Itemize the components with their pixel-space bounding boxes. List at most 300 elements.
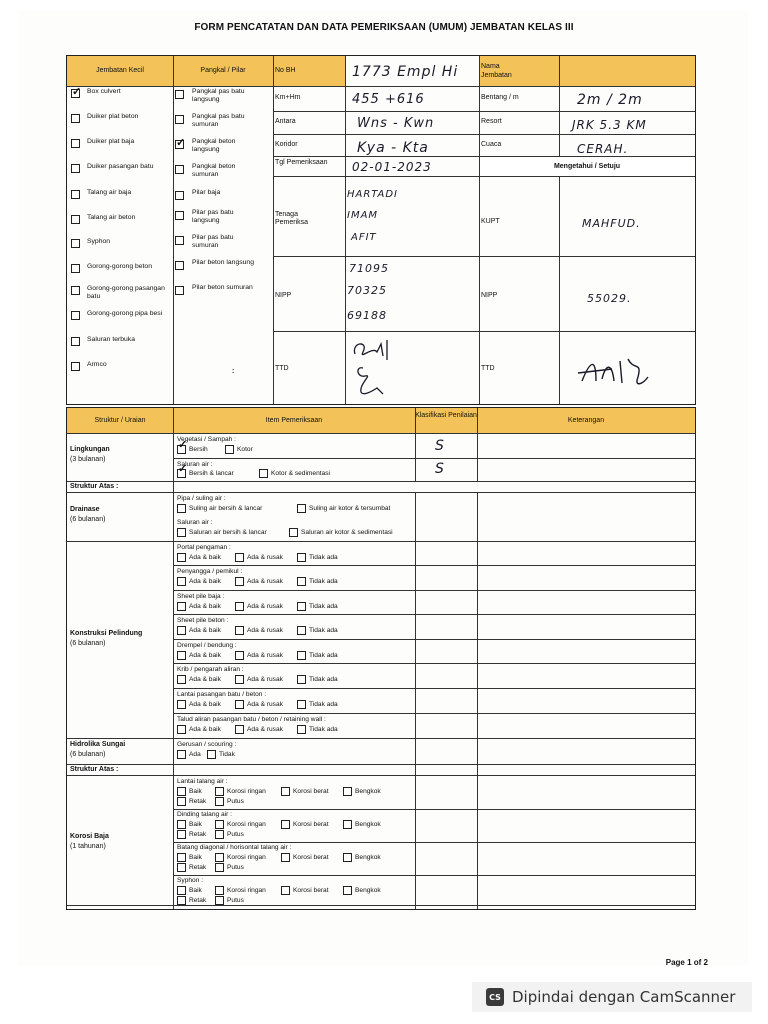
option bbox=[215, 896, 244, 905]
th-klasifikasi bbox=[415, 408, 477, 433]
section-hidrolika-sub: (6 bulanan) bbox=[70, 751, 106, 758]
option bbox=[281, 787, 329, 796]
checkbox-icon[interactable] bbox=[297, 675, 306, 684]
checkbox-icon[interactable] bbox=[177, 820, 186, 829]
option bbox=[343, 853, 381, 862]
section-hidrolika: Hidrolika Sungai bbox=[70, 741, 126, 748]
header-no-bh bbox=[273, 56, 345, 86]
jembatan-kecil-item bbox=[71, 88, 169, 98]
saluran-score: S bbox=[435, 461, 445, 477]
pangkal-pilar-item bbox=[175, 284, 271, 295]
section-konstruksi-sub: (6 bulanan) bbox=[70, 640, 106, 647]
checkbox-icon[interactable] bbox=[177, 528, 186, 537]
option-label: Korosi ringan bbox=[227, 887, 266, 894]
tgl-value: 02-01-2023 bbox=[352, 160, 432, 174]
option bbox=[343, 886, 381, 895]
option bbox=[177, 886, 202, 895]
checkbox-icon[interactable] bbox=[235, 602, 244, 611]
jembatan-kecil-item bbox=[71, 189, 169, 199]
option-label: Korosi ringan bbox=[227, 788, 266, 795]
section-lingkungan-sub: (3 bulanan) bbox=[70, 456, 106, 463]
checkbox-icon[interactable] bbox=[235, 700, 244, 709]
km-hm-value: 455 +616 bbox=[352, 92, 425, 107]
tgl-label: Tgl Pemeriksaan bbox=[275, 159, 328, 166]
item-title: Krib / pengarah aliran : bbox=[177, 666, 244, 673]
jembatan-kecil-label: Gorong-gorong pipa besi bbox=[87, 310, 163, 317]
option-label: Putus bbox=[227, 831, 244, 838]
page-number: Page 1 of 2 bbox=[665, 958, 708, 967]
section-struktur-atas-1: Struktur Atas : bbox=[70, 483, 119, 490]
option bbox=[177, 528, 267, 537]
option-label: Ada & rusak bbox=[247, 578, 283, 585]
jembatan-kecil-label: Gorong-gorong pasangan batu bbox=[87, 285, 165, 300]
checkbox-icon[interactable] bbox=[71, 239, 80, 248]
checkbox-checked-icon[interactable] bbox=[177, 469, 186, 478]
checkbox-icon[interactable] bbox=[177, 797, 186, 806]
checkbox-icon[interactable] bbox=[177, 700, 186, 709]
option-label: Putus bbox=[227, 897, 244, 904]
jembatan-kecil-item bbox=[71, 361, 169, 371]
item-title: Pipa / suling air : bbox=[177, 495, 226, 502]
option bbox=[177, 830, 206, 839]
checkbox-icon[interactable] bbox=[235, 725, 244, 734]
header-pangkal-pilar bbox=[173, 56, 273, 86]
checkbox-icon[interactable] bbox=[175, 165, 184, 174]
option-label: Tidak ada bbox=[309, 578, 338, 585]
checkbox-icon[interactable] bbox=[175, 191, 184, 200]
cuaca-value: CERAH. bbox=[577, 142, 629, 156]
checkbox-icon[interactable] bbox=[175, 261, 184, 270]
option bbox=[235, 725, 283, 734]
bentang-label: Bentang / m bbox=[481, 94, 519, 101]
checkbox-icon[interactable] bbox=[71, 164, 80, 173]
checkbox-icon[interactable] bbox=[281, 886, 290, 895]
option-label: Bengkok bbox=[355, 788, 381, 795]
item-title: Portal pengaman : bbox=[177, 544, 231, 551]
jembatan-kecil-item bbox=[71, 263, 169, 273]
option-label: Retak bbox=[189, 897, 207, 904]
pangkal-colon: : bbox=[232, 368, 235, 375]
th-item-label: Item Pemeriksaan bbox=[265, 417, 323, 424]
checkbox-icon[interactable] bbox=[177, 787, 186, 796]
option bbox=[177, 626, 221, 635]
th-struktur-label: Struktur / Uraian bbox=[94, 417, 146, 424]
checkbox-icon[interactable] bbox=[235, 553, 244, 562]
option-label: Korosi ringan bbox=[227, 821, 266, 828]
option-label: Korosi berat bbox=[293, 821, 329, 828]
pangkal-pilar-item bbox=[175, 138, 271, 154]
option bbox=[225, 445, 253, 454]
nipp-value-3: 69188 bbox=[347, 309, 387, 322]
checkbox-icon[interactable] bbox=[177, 577, 186, 586]
checkbox-icon[interactable] bbox=[177, 750, 186, 759]
option-label: Tidak bbox=[219, 751, 235, 758]
option-label: Saluran air bersih & lancar bbox=[189, 529, 267, 536]
jembatan-kecil-item bbox=[71, 163, 169, 173]
jembatan-kecil-label: Box culvert bbox=[87, 88, 121, 95]
jembatan-kecil-label: Talang air beton bbox=[87, 214, 136, 221]
checkbox-icon[interactable] bbox=[281, 853, 290, 862]
tenaga-value-3: AFIT bbox=[351, 232, 377, 243]
jembatan-kecil-item bbox=[71, 336, 169, 346]
header-blank bbox=[559, 56, 695, 86]
th-item bbox=[173, 408, 415, 433]
option-label: Bersih bbox=[189, 446, 208, 453]
option-label: Ada & baik bbox=[189, 578, 221, 585]
checkbox-icon[interactable] bbox=[297, 725, 306, 734]
item-title: Saluran air : bbox=[177, 461, 213, 468]
pangkal-pilar-label: Pilar beton sumuran bbox=[192, 284, 253, 291]
km-hm-label: Km+Hm bbox=[275, 94, 301, 101]
checkbox-icon[interactable] bbox=[215, 896, 224, 905]
option bbox=[177, 750, 201, 759]
option-label: Suling air kotor & tersumbat bbox=[309, 505, 391, 512]
checkbox-icon[interactable] bbox=[71, 286, 80, 295]
option-label: Putus bbox=[227, 798, 244, 805]
option-label: Bengkok bbox=[355, 854, 381, 861]
option bbox=[259, 469, 330, 478]
item-title: Vegetasi / Sampah : bbox=[177, 436, 237, 443]
pangkal-pilar-item bbox=[175, 259, 271, 270]
option-label: Tidak ada bbox=[309, 627, 338, 634]
checkbox-icon[interactable] bbox=[215, 787, 224, 796]
pangkal-pilar-label: Pilar pas batu langsung bbox=[192, 209, 234, 224]
item-title: Sheet pile baja : bbox=[177, 593, 225, 600]
option-label: Putus bbox=[227, 864, 244, 871]
option bbox=[297, 602, 338, 611]
th-struktur bbox=[67, 408, 173, 433]
jembatan-kecil-label: Duiker pasangan batu bbox=[87, 163, 154, 170]
antara-label: Antara bbox=[275, 118, 296, 125]
checkbox-icon[interactable] bbox=[71, 264, 80, 273]
pangkal-pilar-label: Pangkal beton langsung bbox=[192, 138, 236, 153]
pangkal-pilar-label: Pilar pas batu sumuran bbox=[192, 234, 234, 249]
checkbox-icon[interactable] bbox=[297, 577, 306, 586]
bentang-value: 2m / 2m bbox=[577, 92, 643, 108]
checkbox-icon[interactable] bbox=[177, 626, 186, 635]
option bbox=[281, 820, 329, 829]
option bbox=[343, 787, 381, 796]
option bbox=[215, 830, 244, 839]
option-label: Ada & rusak bbox=[247, 554, 283, 561]
jembatan-kecil-item bbox=[71, 214, 169, 224]
checkbox-icon[interactable] bbox=[343, 853, 352, 862]
option bbox=[235, 700, 283, 709]
jembatan-kecil-item bbox=[71, 310, 169, 320]
option-label: Ada bbox=[189, 751, 201, 758]
option-label: Korosi berat bbox=[293, 887, 329, 894]
checkbox-icon[interactable] bbox=[177, 863, 186, 872]
section-drainase: Drainase bbox=[70, 506, 100, 513]
pangkal-pilar-item bbox=[175, 163, 271, 179]
pangkal-pilar-label: Pilar beton langsung bbox=[192, 259, 254, 266]
option-label: Tidak ada bbox=[309, 603, 338, 610]
option bbox=[215, 820, 266, 829]
option bbox=[235, 602, 283, 611]
jembatan-kecil-label: Saluran terbuka bbox=[87, 336, 135, 343]
form-title: FORM PENCATATAN DAN DATA PEMERIKSAAN (UMUM) JEMBATAN KELAS III bbox=[194, 22, 574, 33]
checkbox-icon[interactable] bbox=[297, 700, 306, 709]
antara-value: Wns - Kwn bbox=[357, 116, 435, 131]
checkbox-icon[interactable] bbox=[215, 853, 224, 862]
checkbox-icon[interactable] bbox=[281, 787, 290, 796]
checkbox-checked-icon[interactable] bbox=[71, 89, 80, 98]
checkbox-icon[interactable] bbox=[235, 626, 244, 635]
item-title: Gerusan / scouring : bbox=[177, 741, 237, 748]
option bbox=[281, 853, 329, 862]
option bbox=[235, 577, 283, 586]
option-label: Ada & rusak bbox=[247, 701, 283, 708]
tenaga-value-2: IMAM bbox=[347, 210, 379, 221]
option-label: Retak bbox=[189, 831, 207, 838]
header-jembatan-kecil-label: Jembatan Kecil bbox=[96, 67, 144, 74]
section-struktur-atas-2: Struktur Atas : bbox=[70, 766, 119, 773]
ttd-label: TTD bbox=[275, 365, 289, 372]
option-label: Bersih & lancar bbox=[189, 470, 234, 477]
checkbox-icon[interactable] bbox=[215, 863, 224, 872]
option bbox=[235, 675, 283, 684]
option bbox=[177, 651, 221, 660]
option bbox=[177, 469, 234, 478]
camscanner-logo-icon: CS bbox=[486, 988, 504, 1006]
jembatan-kecil-item bbox=[71, 113, 169, 123]
checkbox-checked-icon[interactable] bbox=[175, 140, 184, 149]
checkbox-icon[interactable] bbox=[225, 445, 234, 454]
item-title: Dinding talang air : bbox=[177, 811, 232, 818]
option-label: Ada & rusak bbox=[247, 603, 283, 610]
option-label: Baik bbox=[189, 887, 202, 894]
mengetahui-label: Mengetahui / Setuju bbox=[553, 163, 621, 170]
checkbox-icon[interactable] bbox=[297, 626, 306, 635]
checkbox-icon[interactable] bbox=[281, 820, 290, 829]
option bbox=[177, 602, 221, 611]
pangkal-pilar-label: Pilar baja bbox=[192, 189, 221, 196]
no-bh-value: 1773 Empl Hi bbox=[352, 64, 459, 80]
checkbox-icon[interactable] bbox=[207, 750, 216, 759]
checkbox-icon[interactable] bbox=[215, 886, 224, 895]
checkbox-icon[interactable] bbox=[177, 504, 186, 513]
option bbox=[177, 820, 202, 829]
inspection-table bbox=[66, 407, 696, 910]
checkbox-icon[interactable] bbox=[175, 286, 184, 295]
option-label: Saluran air kotor & sedimentasi bbox=[301, 529, 393, 536]
checkbox-icon[interactable] bbox=[177, 830, 186, 839]
jembatan-kecil-item bbox=[71, 285, 169, 301]
option bbox=[235, 553, 283, 562]
option bbox=[177, 863, 206, 872]
option-label: Ada & baik bbox=[189, 554, 221, 561]
checkbox-icon[interactable] bbox=[71, 215, 80, 224]
checkbox-icon[interactable] bbox=[177, 553, 186, 562]
checkbox-icon[interactable] bbox=[259, 469, 268, 478]
checkbox-icon[interactable] bbox=[297, 602, 306, 611]
pangkal-pilar-item bbox=[175, 234, 271, 250]
pangkal-pilar-item bbox=[175, 209, 271, 225]
option bbox=[177, 853, 202, 862]
option-label: Korosi ringan bbox=[227, 854, 266, 861]
option bbox=[215, 797, 244, 806]
checkbox-icon[interactable] bbox=[71, 114, 80, 123]
option bbox=[177, 896, 206, 905]
option-label: Tidak ada bbox=[309, 554, 338, 561]
camscanner-text: Dipindai dengan CamScanner bbox=[512, 988, 736, 1006]
option bbox=[297, 626, 338, 635]
checkbox-icon[interactable] bbox=[343, 787, 352, 796]
checkbox-icon[interactable] bbox=[297, 651, 306, 660]
tenaga-value-1: HARTADI bbox=[347, 189, 398, 200]
option bbox=[235, 626, 283, 635]
checkbox-icon[interactable] bbox=[177, 853, 186, 862]
option bbox=[177, 797, 206, 806]
checkbox-icon[interactable] bbox=[215, 820, 224, 829]
vegetasi-score: S bbox=[435, 438, 445, 454]
option bbox=[297, 651, 338, 660]
checkbox-icon[interactable] bbox=[175, 115, 184, 124]
option-label: Tidak ada bbox=[309, 676, 338, 683]
checkbox-icon[interactable] bbox=[215, 797, 224, 806]
option-label: Ada & baik bbox=[189, 726, 221, 733]
th-keterangan bbox=[477, 408, 695, 433]
checkbox-icon[interactable] bbox=[71, 362, 80, 371]
header-pangkal-pilar-label: Pangkal / Pilar bbox=[200, 67, 246, 74]
jembatan-kecil-item bbox=[71, 138, 169, 148]
option-label: Baik bbox=[189, 821, 202, 828]
nama-jembatan-label: Nama Jembatan bbox=[481, 63, 512, 79]
kupt-label: KUPT bbox=[481, 218, 500, 225]
checkbox-icon[interactable] bbox=[343, 886, 352, 895]
pangkal-pilar-label: Pangkal pas batu langsung bbox=[192, 88, 245, 103]
checkbox-icon[interactable] bbox=[343, 820, 352, 829]
checkbox-icon[interactable] bbox=[71, 337, 80, 346]
nipp-label: NIPP bbox=[275, 292, 292, 299]
option bbox=[215, 886, 266, 895]
header-jembatan-kecil bbox=[67, 56, 173, 86]
mengetahui-cell bbox=[479, 156, 695, 176]
section-konstruksi: Konstruksi Pelindung bbox=[70, 630, 143, 637]
pangkal-pilar-item bbox=[175, 113, 271, 129]
option-label: Ada & baik bbox=[189, 701, 221, 708]
tenaga-label: Tenaga Pemeriksa bbox=[275, 211, 309, 226]
checkbox-icon[interactable] bbox=[177, 651, 186, 660]
section-drainase-sub: (6 bulanan) bbox=[70, 516, 106, 523]
checkbox-icon[interactable] bbox=[71, 139, 80, 148]
checkbox-checked-icon[interactable] bbox=[177, 445, 186, 454]
checkbox-icon[interactable] bbox=[215, 830, 224, 839]
kupt-value: MAHFUD. bbox=[582, 217, 641, 230]
item-title: Batang diagonal / horisontal talang air : bbox=[177, 844, 292, 851]
checkbox-icon[interactable] bbox=[175, 90, 184, 99]
pangkal-pilar-label: Pangkal pas batu sumuran bbox=[192, 113, 245, 128]
checkbox-icon[interactable] bbox=[71, 311, 80, 320]
th-klasifikasi-label: Klasifikasi Penilaian bbox=[415, 412, 477, 419]
checkbox-icon[interactable] bbox=[297, 553, 306, 562]
checkbox-icon[interactable] bbox=[289, 528, 298, 537]
resort-label: Resort bbox=[481, 118, 502, 125]
nipp2-label: NIPP bbox=[481, 292, 498, 299]
option-label: Retak bbox=[189, 864, 207, 871]
option-label: Ada & rusak bbox=[247, 676, 283, 683]
jembatan-kecil-label: Armco bbox=[87, 361, 107, 368]
jembatan-kecil-item bbox=[71, 238, 169, 248]
nipp-value-2: 70325 bbox=[347, 284, 387, 297]
checkbox-icon[interactable] bbox=[177, 725, 186, 734]
checkbox-icon[interactable] bbox=[177, 896, 186, 905]
item-title: Talud aliran pasangan batu / beton / retaining wall : bbox=[177, 716, 326, 723]
no-bh-label: No BH bbox=[275, 67, 296, 74]
option-label: Kotor & sedimentasi bbox=[271, 470, 331, 477]
checkbox-icon[interactable] bbox=[175, 211, 184, 220]
checkbox-icon[interactable] bbox=[297, 504, 306, 513]
checkbox-icon[interactable] bbox=[177, 886, 186, 895]
option-label: Ada & rusak bbox=[247, 726, 283, 733]
nipp2-value: 55029. bbox=[587, 292, 632, 305]
option bbox=[215, 787, 266, 796]
koridor-label: Koridor bbox=[275, 141, 298, 148]
option bbox=[215, 863, 244, 872]
jembatan-kecil-label: Gorong-gorong beton bbox=[87, 263, 152, 270]
checkbox-icon[interactable] bbox=[235, 651, 244, 660]
section-korosi-sub: (1 tahunan) bbox=[70, 843, 106, 850]
option-label: Korosi berat bbox=[293, 854, 329, 861]
resort-value: JRK 5.3 KM bbox=[572, 118, 647, 132]
option-label: Ada & baik bbox=[189, 676, 221, 683]
option bbox=[177, 445, 208, 454]
item-title: Penyangga / pemikul : bbox=[177, 568, 243, 575]
option-label: Kotor bbox=[237, 446, 253, 453]
option-label: Ada & baik bbox=[189, 652, 221, 659]
option-label: Tidak ada bbox=[309, 726, 338, 733]
checkbox-icon[interactable] bbox=[235, 577, 244, 586]
checkbox-icon[interactable] bbox=[175, 236, 184, 245]
option bbox=[297, 725, 338, 734]
koridor-value: Kya - Kta bbox=[357, 140, 429, 156]
option-label: Ada & rusak bbox=[247, 652, 283, 659]
option bbox=[177, 675, 221, 684]
option-label: Bengkok bbox=[355, 821, 381, 828]
checkbox-icon[interactable] bbox=[177, 675, 186, 684]
section-lingkungan: Lingkungan bbox=[70, 446, 110, 453]
option-label: Tidak ada bbox=[309, 701, 338, 708]
jembatan-kecil-label: Duiker plat beton bbox=[87, 113, 139, 120]
option bbox=[289, 528, 393, 537]
option bbox=[235, 651, 283, 660]
checkbox-icon[interactable] bbox=[235, 675, 244, 684]
ttd2-label: TTD bbox=[481, 365, 495, 372]
option bbox=[177, 504, 262, 513]
header-nama-jembatan bbox=[479, 56, 559, 86]
item-title: Saluran air : bbox=[177, 519, 213, 526]
option-label: Retak bbox=[189, 798, 207, 805]
cuaca-label: Cuaca bbox=[481, 141, 502, 148]
checkbox-icon[interactable] bbox=[71, 190, 80, 199]
option-label: Tidak ada bbox=[309, 652, 338, 659]
option-label: Suling air bersih & lancar bbox=[189, 505, 263, 512]
option bbox=[177, 787, 202, 796]
nipp-value-1: 71095 bbox=[349, 262, 389, 275]
signature-pemeriksa bbox=[347, 334, 427, 404]
option-label: Korosi berat bbox=[293, 788, 329, 795]
checkbox-icon[interactable] bbox=[177, 602, 186, 611]
option bbox=[215, 853, 266, 862]
item-title: Lantai talang air : bbox=[177, 778, 228, 785]
option bbox=[177, 725, 221, 734]
option bbox=[297, 675, 338, 684]
jembatan-kecil-label: Duiker plat baja bbox=[87, 138, 135, 145]
option bbox=[207, 750, 235, 759]
option bbox=[297, 577, 338, 586]
section-korosi: Korosi Baja bbox=[70, 833, 109, 840]
option bbox=[297, 504, 390, 513]
